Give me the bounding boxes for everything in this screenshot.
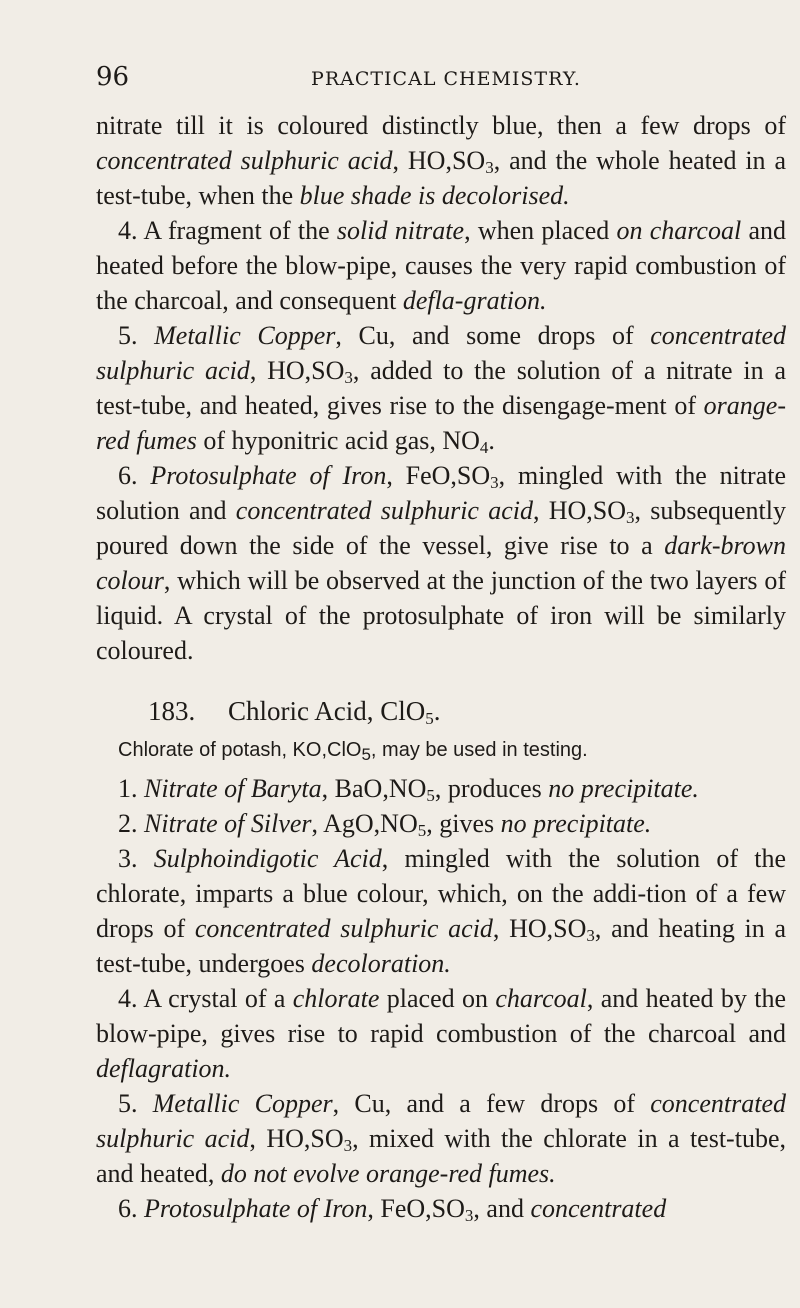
section-title: Chloric Acid, ClO$_5$. — [228, 696, 441, 728]
paragraph-chlorate-test-6: 6. Protosulphate of Iron, $FeO,SO_3$, and concentrated — [118, 1194, 667, 1225]
paragraph-continuation: nitrate till it is coloured distinctly blue, then a few drops of concentrated sulphuric acid, $HO,SO_3$, and the whole heated in a test-tube, when the blue shade is decolorised. — [96, 111, 786, 210]
paragraph-chlorate-test-4: 4. A crystal of a chlorate placed on charcoal, and heated by the blow-pipe, gives rise to rapid combustion of the charcoal and deflagration. — [96, 984, 786, 1083]
page-header — [96, 62, 796, 102]
page-number: 96 — [96, 62, 130, 92]
section-note: Chlorate of potash, KO,ClO$_5$, may be used in testing. — [118, 739, 588, 764]
paragraph-chlorate-test-3: 3. Sulphoindigotic Acid, mingled with the solution of the chlorate, imparts a blue colour, which, on the addi-tion of a few drops of concentrated sulphuric acid, $HO,SO_3$, and heating in a test-tube, undergoes decoloration. — [96, 844, 786, 978]
section-heading — [148, 694, 786, 729]
section-number: 183. — [148, 696, 196, 726]
paragraph-nitrate-test-4: 4. A fragment of the solid nitrate, when placed on charcoal and heated before the blow-pipe, causes the very rapid combustion of the charcoal, and consequent defla-gration. — [96, 216, 786, 315]
paragraph-chlorate-test-2: 2. Nitrate of Silver, $AgO,NO_5$, gives no precipitate. — [118, 809, 652, 840]
paragraph-nitrate-test-6: 6. Protosulphate of Iron, $FeO,SO_3$, mingled with the nitrate solution and concentrated sulphuric acid, $HO,SO_3$, subsequently poured down the side of the vessel, give rise to a dark-brown colour, which will be observed at the junction of the two layers of liquid. A crystal of the protosulphate of iron will be similarly coloured. — [96, 461, 787, 665]
paragraph-nitrate-test-5: 5. Metallic Copper, Cu, and some drops of concentrated sulphuric acid, $HO,SO_3$, added to the solution of a nitrate in a test-tube, and heated, gives rise to the disengage-ment of orange-red fumes of hyponitric acid gas, $NO_4$. — [96, 321, 786, 457]
paragraph-chlorate-test-5: 5. Metallic Copper, Cu, and a few drops of concentrated sulphuric acid, $HO,SO_3$, mixed with the chlorate in a test-tube, and heated, do not evolve orange-red fumes. — [96, 1089, 786, 1188]
page-body — [96, 108, 786, 1226]
paragraph-chlorate-test-1: 1. Nitrate of Baryta, $BaO,NO_5$, produces no precipitate. — [118, 774, 699, 805]
running-head: PRACTICAL CHEMISTRY. — [311, 68, 581, 90]
